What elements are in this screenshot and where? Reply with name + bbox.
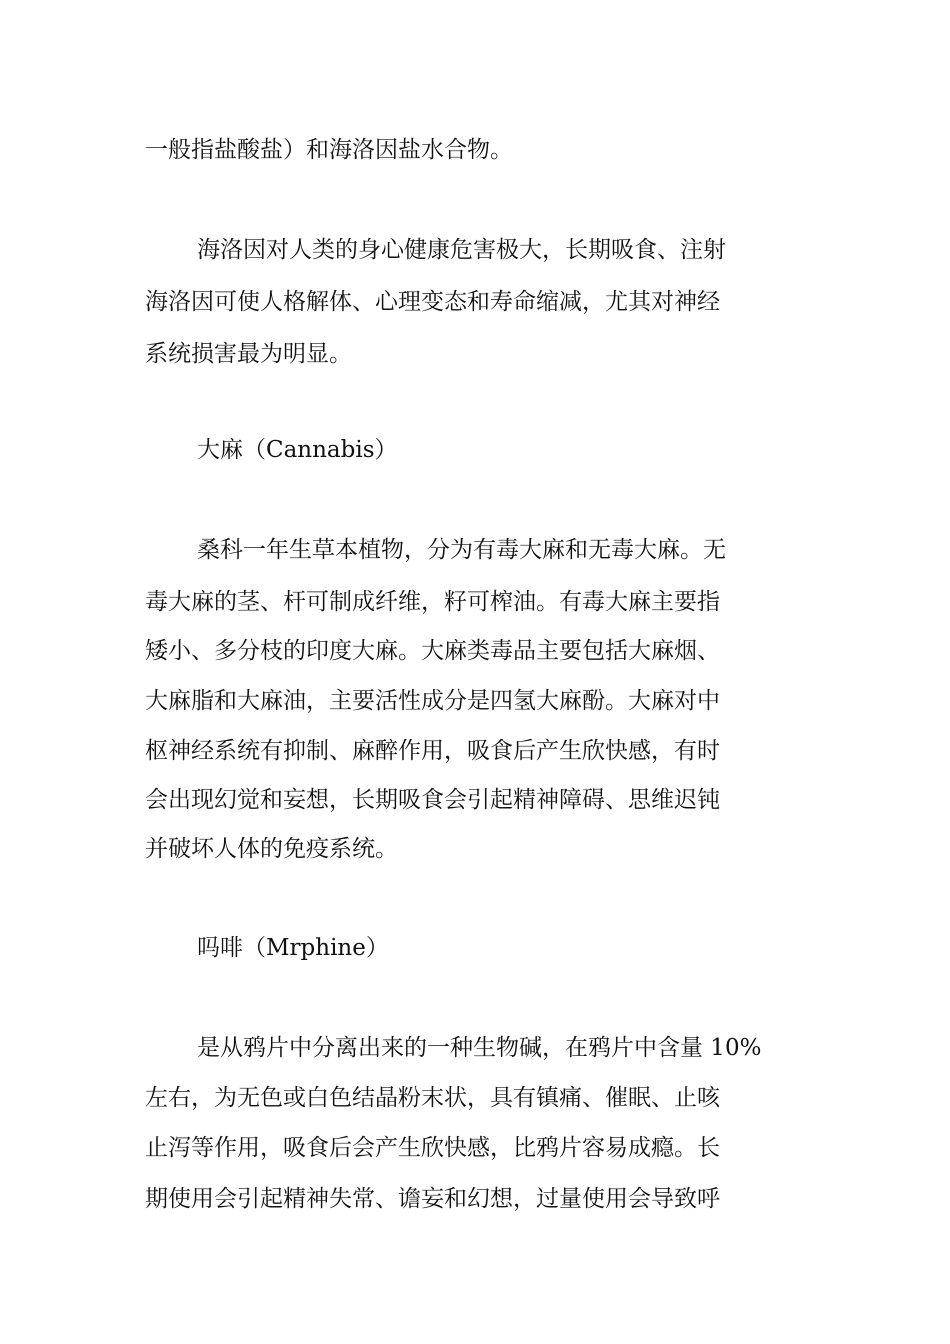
paragraph-3-line-1: 桑科一年生草本植物，分为有毒大麻和无毒大麻。无 [197,537,726,563]
paragraph-3-line-2: 毒大麻的茎、杆可制成纤维，籽可榨油。有毒大麻主要指 [145,589,720,615]
paragraph-3-line-4: 大麻脂和大麻油，主要活性成分是四氢大麻酚。大麻对中 [145,688,720,714]
paragraph-3-line-6: 会出现幻觉和妄想，长期吸食会引起精神障碍、思维迟钝 [145,787,720,813]
paragraph-4-line-4: 期使用会引起精神失常、谵妄和幻想，过量使用会导致呼 [145,1186,720,1212]
paragraph-4-line-3: 止泻等作用，吸食后会产生欣快感，比鸦片容易成瘾。长 [145,1135,720,1161]
paragraph-2-line-1: 海洛因对人类的身心健康危害极大，长期吸食、注射 [197,237,726,263]
paragraph-4-line-2: 左右，为无色或白色结晶粉末状，具有镇痛、催眠、止咳 [145,1085,720,1111]
heading-morphine: 吗啡（Mrphine） [197,935,389,961]
paragraph-4-line-1: 是从鸦片中分离出来的一种生物碱，在鸦片中含量 10% [197,1035,762,1061]
paragraph-1-line-1: 一般指盐酸盐）和海洛因盐水合物。 [145,137,513,163]
paragraph-3-line-5: 枢神经系统有抑制、麻醉作用，吸食后产生欣快感，有时 [145,738,720,764]
heading-cannabis: 大麻（Cannabis） [197,437,398,463]
paragraph-3-line-3: 矮小、多分枝的印度大麻。大麻类毒品主要包括大麻烟、 [145,638,720,664]
paragraph-3-line-7: 并破坏人体的免疫系统。 [145,836,398,862]
paragraph-2-line-3: 系统损害最为明显。 [145,341,352,367]
paragraph-2-line-2: 海洛因可使人格解体、心理变态和寿命缩减，尤其对神经 [145,289,720,315]
